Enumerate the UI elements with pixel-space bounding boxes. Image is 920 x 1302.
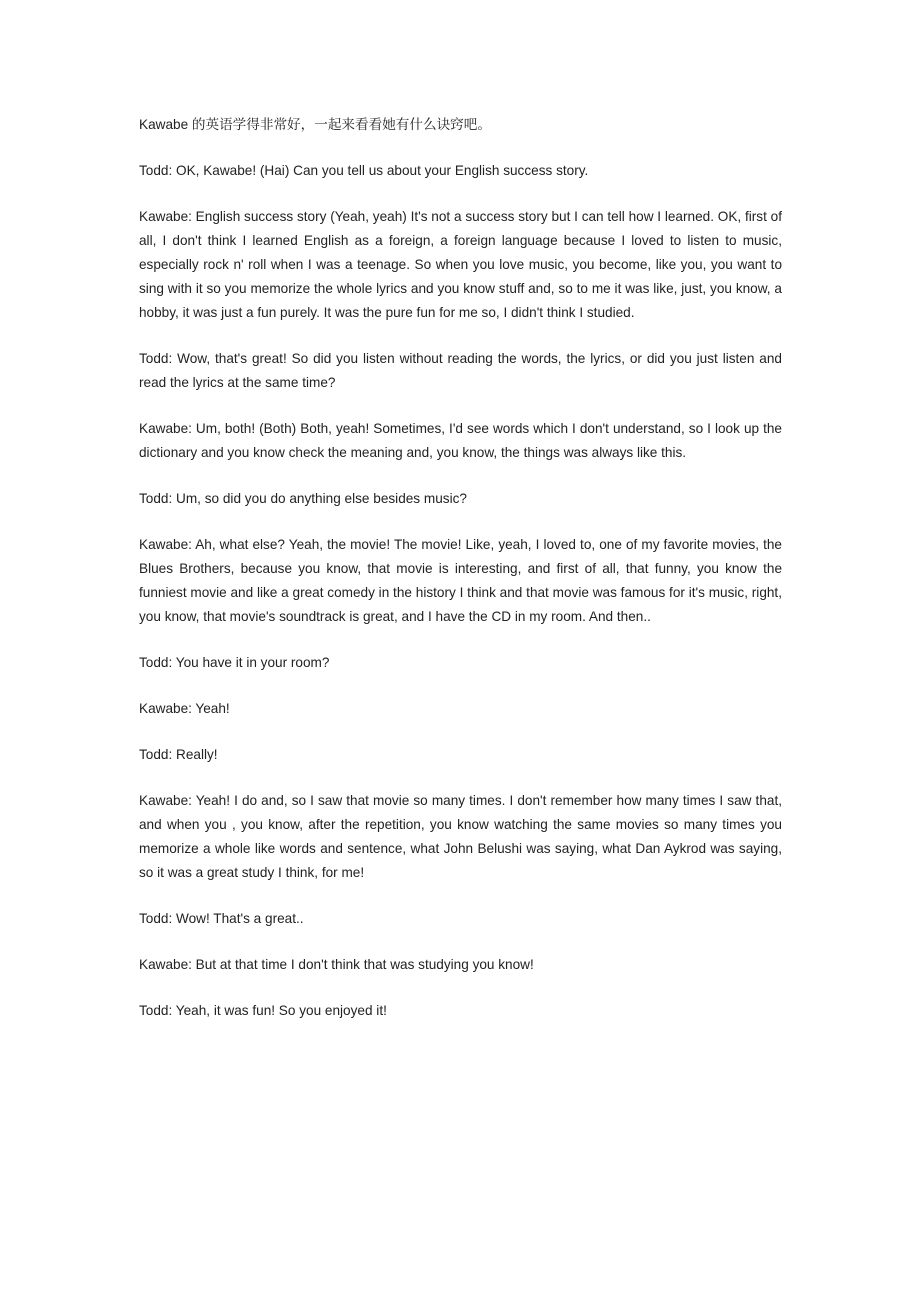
dialogue-paragraph: Kawabe: Ah, what else? Yeah, the movie! The movie! Like, yeah, I loved to, one of my favorite movies, the Blues Brothers, because you know, that movie is interesting, and first of all, that funny, you know the funniest movie and like a great comedy in the history I think and that movie was famous for it's music, right, you know, that movie's soundtrack is great, and I have the CD in my room. And then.. [139, 537, 782, 624]
dialogue-paragraph: Todd: Um, so did you do anything else besides music? [139, 491, 467, 506]
document-body [139, 113, 782, 1023]
dialogue-paragraph: Kawabe: Yeah! I do and, so I saw that movie so many times. I don't remember how many times I saw that, and when you , you know, after the repetition, you know watching the same movies so many times you memorize a whole like words and sentence, what John Belushi was saying, what Dan Aykrod was saying, so it was a great study I think, for me! [139, 793, 782, 880]
dialogue-paragraph: Todd: Wow! That's a great.. [139, 911, 304, 926]
dialogue-paragraph: Kawabe: Yeah! [139, 701, 230, 716]
dialogue-paragraph: Todd: You have it in your room? [139, 655, 330, 670]
dialogue-paragraph: Kawabe: Um, both! (Both) Both, yeah! Sometimes, I'd see words which I don't understand, so I look up the dictionary and you know check the meaning and, you know, the things was always like this. [139, 421, 782, 460]
dialogue-paragraph: Todd: Really! [139, 747, 218, 762]
dialogue-paragraph: Kawabe: But at that time I don't think that was studying you know! [139, 957, 534, 972]
intro-paragraph: Kawabe 的英语学得非常好，一起来看看她有什么诀窍吧。 [139, 117, 491, 132]
dialogue-paragraph: Todd: OK, Kawabe! (Hai) Can you tell us about your English success story. [139, 163, 589, 178]
dialogue-paragraph: Todd: Wow, that's great! So did you listen without reading the words, the lyrics, or did you just listen and read the lyrics at the same time? [139, 351, 782, 390]
dialogue-paragraph: Todd: Yeah, it was fun! So you enjoyed it! [139, 1003, 387, 1018]
dialogue-paragraph: Kawabe: English success story (Yeah, yeah) It's not a success story but I can tell how I learned. OK, first of all, I don't think I learned English as a foreign, a foreign language because I loved to listen to music, especially rock n' roll when I was a teenage. So when you love music, you become, like you, you want to sing with it so you memorize the whole lyrics and you know stuff and, so to me it was like, just, you know, a hobby, it was just a fun purely. It was the pure fun for me so, I didn't think I studied. [139, 209, 782, 320]
